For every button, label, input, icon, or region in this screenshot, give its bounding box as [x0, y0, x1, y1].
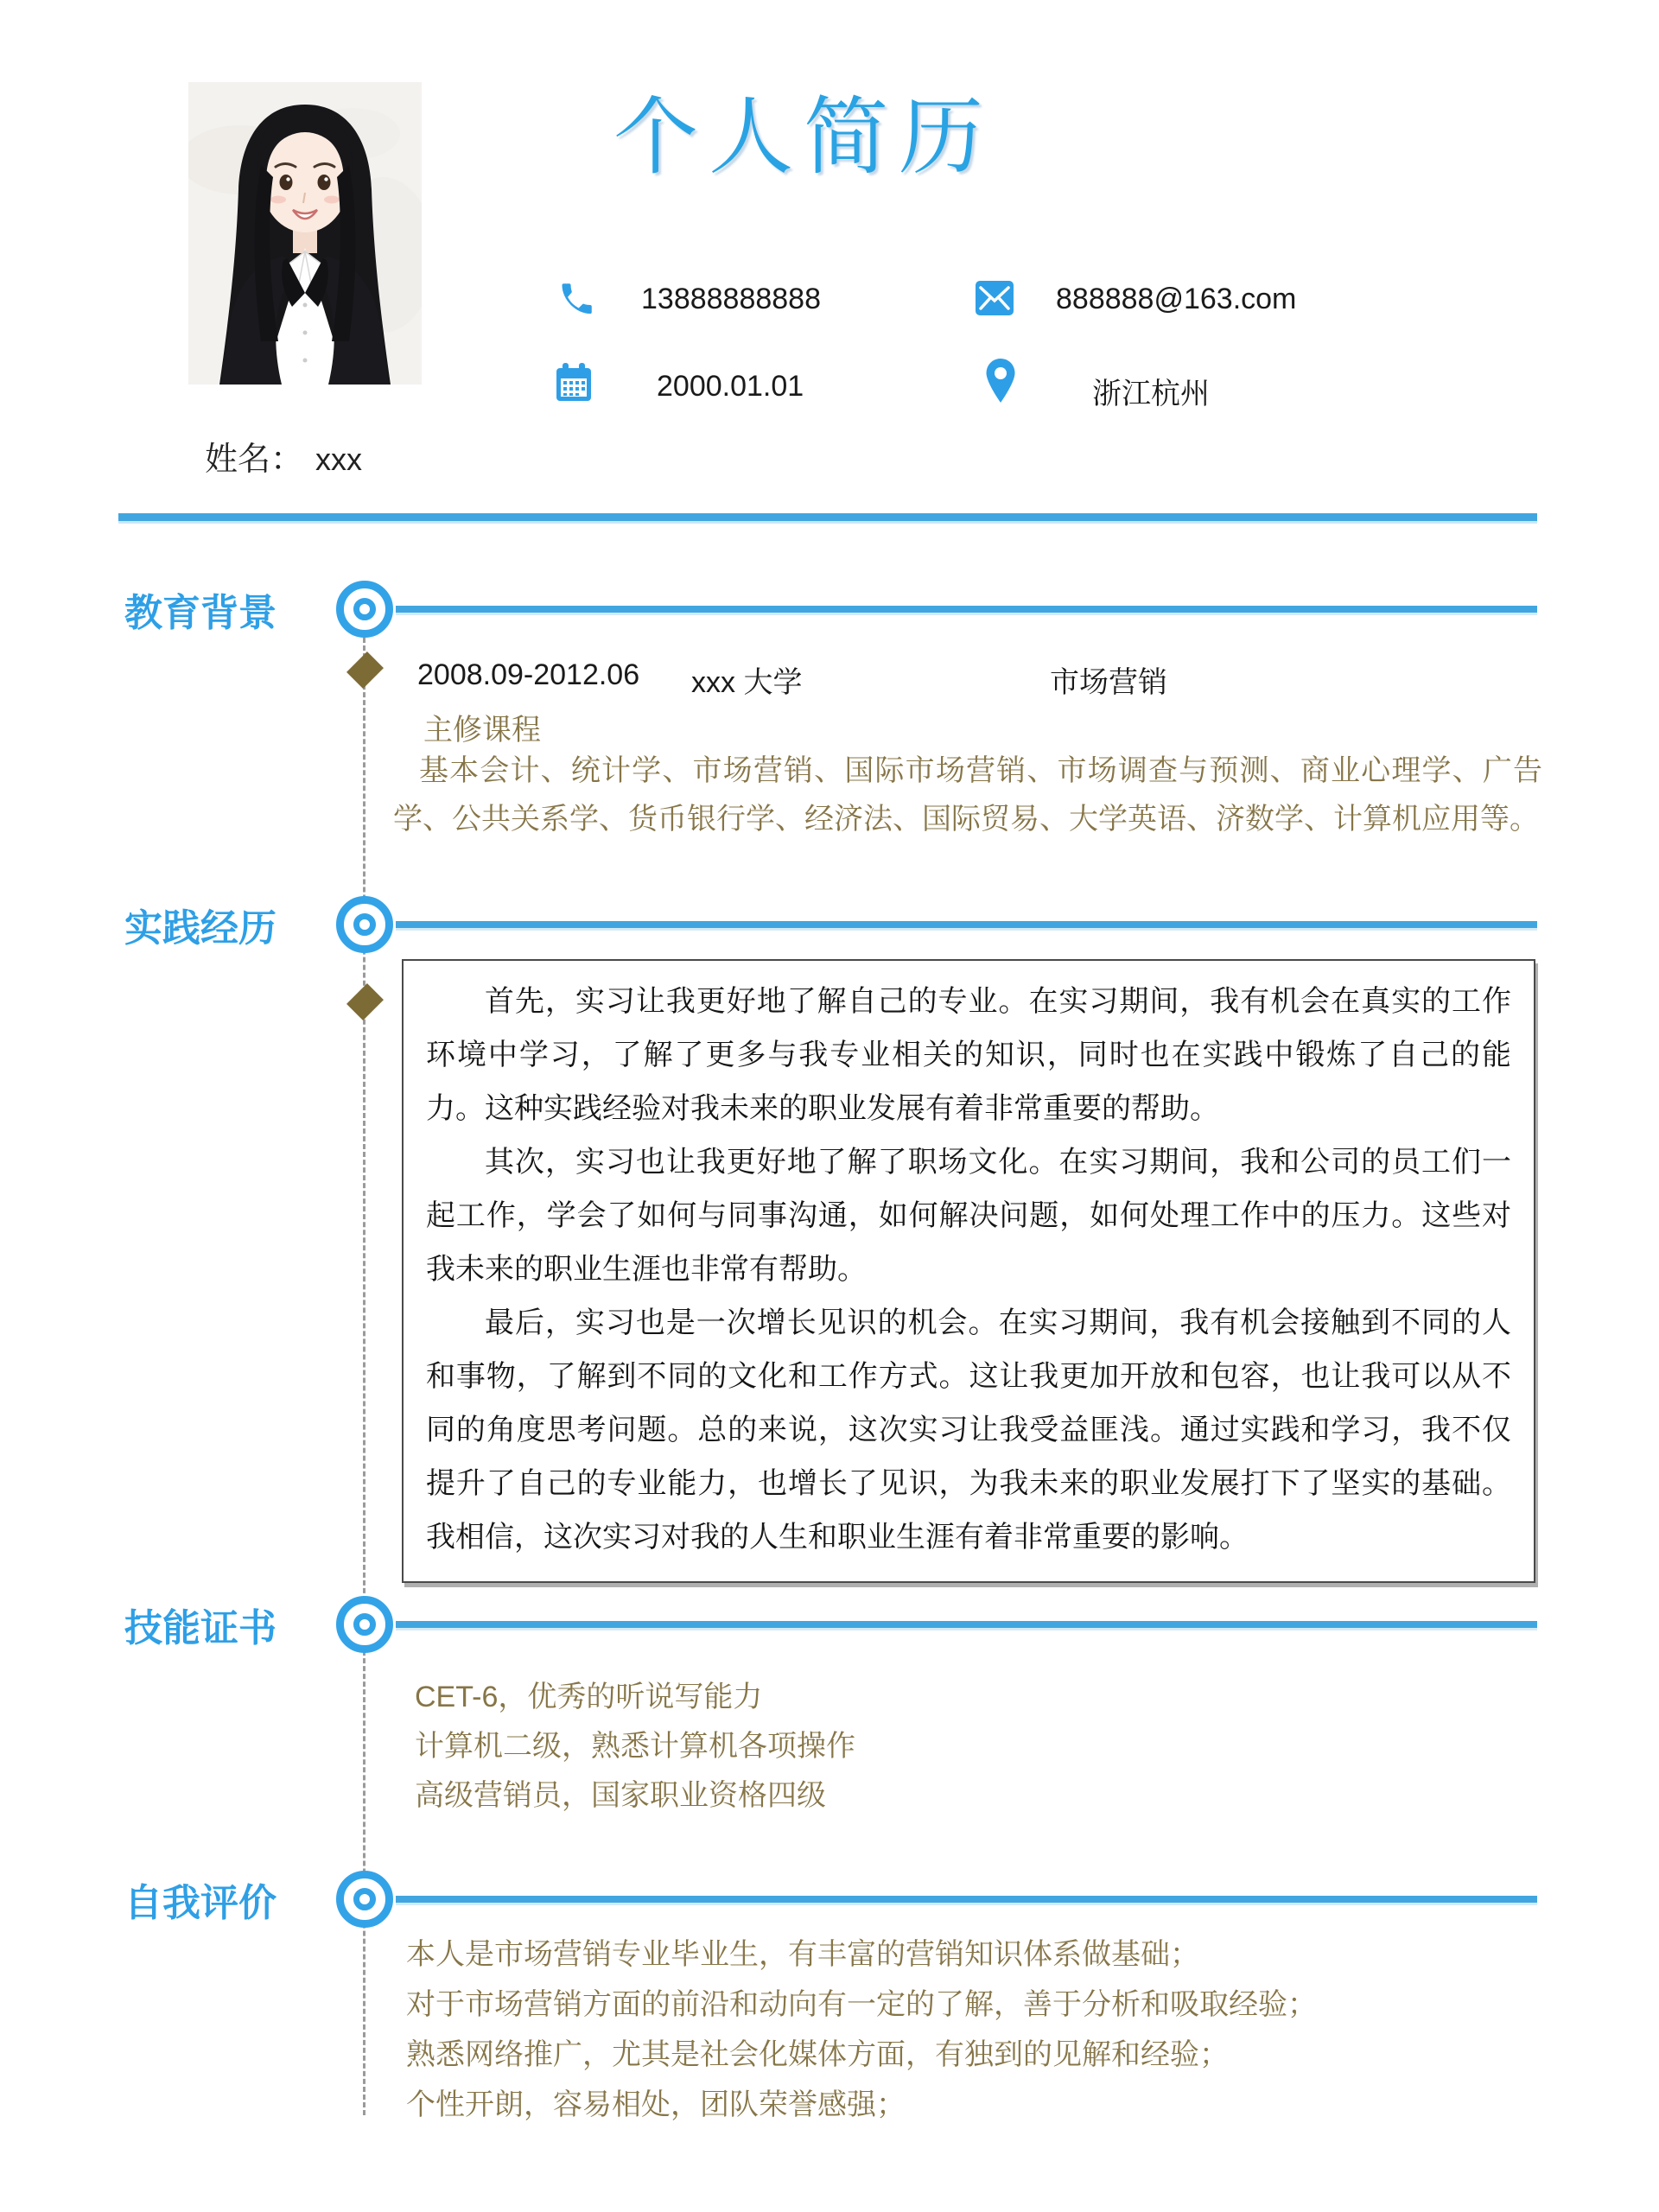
practice-paragraph: 其次，实习也让我更好地了解了职场文化。在实习期间，我和公司的员工们一起工作，学会了如何与同事沟通，如何解决问题，如何处理工作中的压力。这些对我未来的职业生涯也非常有帮助。	[426, 1146, 1511, 1286]
diamond-marker-education	[346, 652, 384, 689]
education-courses-label: 主修课程	[423, 714, 541, 747]
evaluation-item: 对于市场营销方面的前沿和动向有一定的了解，善于分析和吸取经验；	[406, 1988, 1317, 2021]
skills-list	[415, 1673, 855, 1821]
section-title-evaluation: 自我评价	[124, 1882, 276, 1924]
mail-icon	[975, 280, 1014, 321]
profile-photo	[188, 82, 422, 385]
evaluation-item: 熟悉网络推广，尤其是社会化媒体方面，有独到的见解和经验；	[406, 2038, 1229, 2071]
section-title-practice: 实践经历	[124, 907, 276, 950]
practice-paragraph: 首先，实习让我更好地了解自己的专业。在实习期间，我有机会在真实的工作环境中学习，了解了更多与我专业相关的知识，同时也在实践中锻炼了自己的能力。这种实践经验对我未来的职业发展有着非常重要的帮助。	[426, 985, 1511, 1125]
name-value: xxx	[315, 442, 363, 477]
birth-date-value: 2000.01.01	[657, 370, 804, 403]
portrait-illustration	[188, 82, 422, 385]
practice-paragraph: 最后，实习也是一次增长见识的机会。在实习期间，我有机会接触到不同的人和事物，了解到不同的文化和工作方式。这让我更加开放和包容，也让我可以从不同的角度思考问题。总的来说，这次实习让我受益匪浅。通过实践和学习，我不仅提升了自己的专业能力，也增长了见识，为我未来的职业发展打下了坚实的基础。我相信，这次实习对我的人生和职业生涯有着非常重要的影响。	[426, 1306, 1511, 1554]
evaluation-item: 个性开朗，容易相处，团队荣誉感强；	[406, 2088, 906, 2121]
timeline-bullet-practice	[336, 896, 393, 953]
section-line-education	[396, 606, 1537, 613]
skill-item: 高级营销员，国家职业资格四级	[415, 1779, 826, 1812]
section-line-skills	[396, 1621, 1537, 1628]
name-row	[205, 432, 362, 480]
bullet-inner-ring	[353, 1613, 376, 1636]
education-period: 2008.09-2012.06	[417, 658, 640, 691]
bullet-inner-ring	[353, 598, 376, 620]
bullet-inner-ring	[353, 1888, 376, 1910]
evaluation-item: 本人是市场营销专业毕业生，有丰富的营销知识体系做基础；	[406, 1938, 1199, 1971]
location-value: 浙江杭州	[1092, 378, 1210, 410]
practice-text-box	[402, 959, 1535, 1583]
skill-item: 计算机二级，熟悉计算机各项操作	[415, 1730, 855, 1763]
location-pin-icon	[983, 358, 1018, 409]
timeline-bullet-education	[336, 581, 393, 638]
education-major: 市场营销	[1050, 666, 1167, 699]
section-title-skills: 技能证书	[124, 1607, 276, 1649]
calendar-icon	[555, 361, 593, 409]
phone-value: 13888888888	[641, 283, 822, 315]
section-line-practice	[396, 921, 1537, 928]
evaluation-list	[406, 1929, 1317, 2130]
name-label: 姓名：	[205, 442, 304, 478]
header-divider	[118, 513, 1537, 521]
section-title-education: 教育背景	[124, 592, 276, 634]
education-courses-text: 基本会计、统计学、市场营销、国际市场营销、市场调查与预测、商业心理学、广告学、公共关系学、货币银行学、经济法、国际贸易、大学英语、济数学、计算机应用等。	[393, 754, 1542, 836]
page-title: 个人简历	[613, 92, 994, 185]
email-value: 888888@163.com	[1056, 283, 1297, 315]
bullet-inner-ring	[353, 913, 376, 936]
timeline-bullet-skills	[336, 1596, 393, 1653]
section-line-evaluation	[396, 1896, 1537, 1903]
education-school: xxx 大学	[691, 666, 803, 699]
skill-item: CET-6，优秀的听说写能力	[415, 1681, 763, 1713]
timeline-bullet-evaluation	[336, 1871, 393, 1928]
phone-icon	[557, 278, 595, 324]
diamond-marker-practice	[346, 983, 384, 1020]
